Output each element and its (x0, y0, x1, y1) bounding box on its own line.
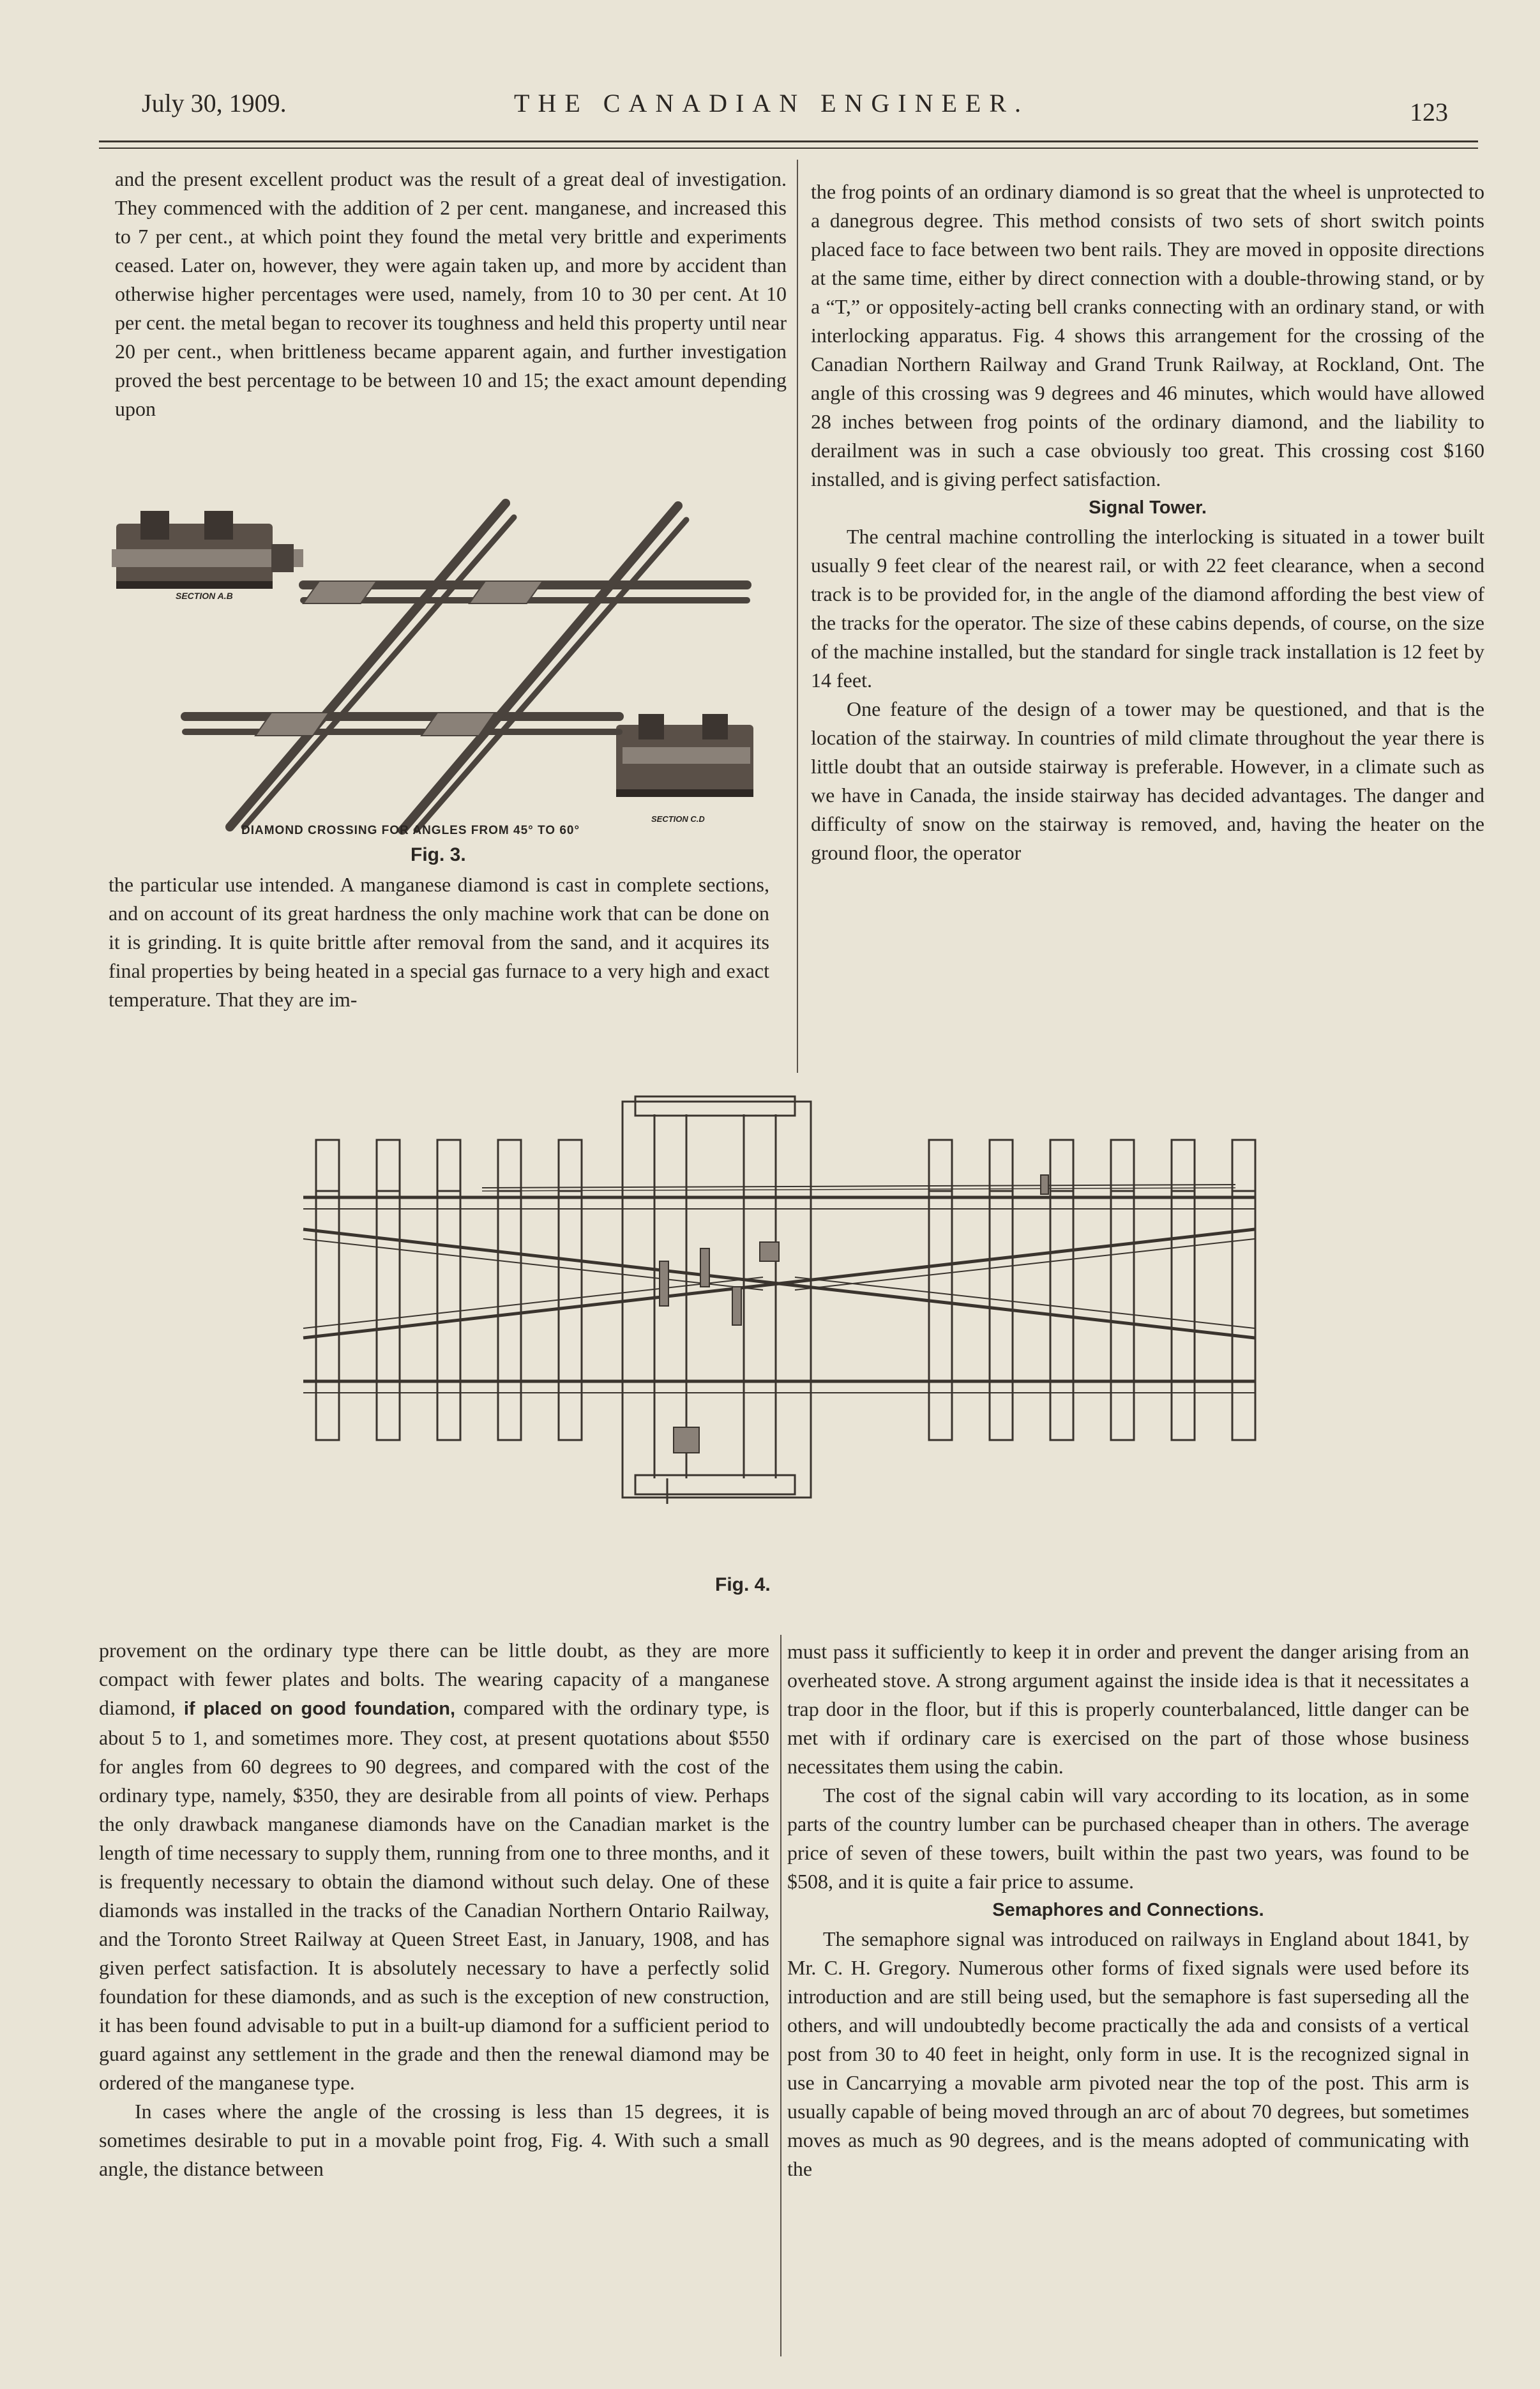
tie (1050, 1140, 1073, 1191)
tie (559, 1140, 582, 1191)
interlocking-frame (623, 1096, 811, 1504)
tie (559, 1191, 582, 1440)
paragraph: the frog points of an ordinary diamond is so great that the wheel is unprotected to a danegrous degree. This method consists of two sets of short switch points placed face to face between two bent rails. They are moved in opposite directions at the same time, either by direct connection with a double-throwing stand, or by a “T,” or oppositely-acting bell cranks connecting with an ordinary stand, or with interlocking apparatus. Fig. 4 shows this arrangement for the crossing of the Canadian Northern Railway and Grand Trunk Railway, at Rockland, Ont. The angle of this crossing was 9 degrees and 46 minutes, which would have allowed 28 inches between frog points of the ordinary diamond, and the liability to derailment was in such a case obviously too great. This crossing cost $160 installed, and is giving perfect satisfaction. (811, 180, 1484, 490)
figure-4-label: Fig. 4. (715, 1574, 771, 1595)
paragraph: In cases where the angle of the crossing is less than 15 degrees, it is sometimes desirable to put in a movable point frog, Fig. 4. With such a small angle, the distance between (99, 2100, 769, 2180)
column-2-top-text (811, 178, 1484, 867)
paragraph: The cost of the signal cabin will vary according to its location, as in some parts of the country lumber can be purchased cheaper than in others. The average price of seven of these towers, built within the past two years, was found to be $508, and it is quite a fair price to assume. (787, 1784, 1469, 1893)
tie (316, 1140, 339, 1191)
tie (1111, 1140, 1134, 1191)
tie (377, 1140, 400, 1191)
paragraph: must pass it sufficiently to keep it in order and prevent the danger arising from an overheated stove. A strong argument against the inside idea is that it necessitates a trap door in the floor, but if this is properly counterbalanced, little danger can be met with if ordinary care is exercised on the part of those whose business necessitates them using the cabin. (787, 1640, 1469, 1778)
paragraph (99, 1636, 769, 2097)
figure-4-movable-point-frog (291, 1095, 1267, 1507)
tie (498, 1140, 521, 1191)
header-rule-thick (99, 140, 1478, 142)
figure-3-label: Fig. 3. (411, 844, 466, 865)
paragraph: the particular use intended. A manganese diamond is cast in complete sections, and on account of its great hardness the only machine work that can be done on it is grinding. It is quite brittle after removal from the sand, and it acquires its final properties by being heated in a special gas furnace to a very high and exact temperature. That they are im- (109, 873, 769, 1011)
tie (377, 1191, 400, 1440)
column-2-bottom-text (787, 1637, 1469, 2183)
tie (316, 1191, 339, 1440)
section-heading-signal-tower: Signal Tower. (1089, 497, 1207, 518)
paragraph: The semaphore signal was introduced on railways in England about 1841, by Mr. C. H. Gregory. Numerous other forms of fixed signals were used before its introduction and are still being used, but the semaphore is fast superseding all the others, and will undoubtedly become practically the ada and consists of a vertical post from 30 to 40 feet in height, only form in use. It is the recognized signal in use in Cancarrying a movable arm pivoted near the top of the post. This arm is usually capable of being moved through an arc of about 70 degrees, but sometimes moves as much as 90 degrees, and is the means adopted of communicating with the (787, 1927, 1469, 2180)
tie (1172, 1140, 1195, 1191)
header-date: July 30, 1909. (142, 89, 287, 118)
figure-3-diamond-crossing (109, 492, 766, 862)
header-rule-thin (99, 148, 1478, 149)
section-cd-drawing (616, 714, 753, 797)
tie (437, 1140, 460, 1191)
tie (990, 1191, 1013, 1440)
column-divider-top (797, 160, 798, 1073)
paragraph: and the present excellent product was the result of a great deal of investigation. They commenced with the addition of 2 per cent. manganese, and increased this to 7 per cent., at which point they found the metal very brittle and experiments ceased. Later on, however, they were again taken up, and more by accident than otherwise higher percentages were used, namely, from 10 to 30 per cent. At 10 per cent. the metal began to recover its toughness and held this property until near 20 per cent., when brittleness became apparent again, and further investigation proved the best percentage to be between 10 and 15; the exact amount depending upon (115, 167, 787, 420)
paragraph: One feature of the design of a tower may be questioned, and that is the location of the stairway. In countries of mild climate throughout the year there is little doubt that an outside stairway is preferable. However, in a climate such as we have in Canada, the inside stairway has decided advantages. The danger and difficulty of snow on the stairway is removed, and, having the heater on the ground floor, the operator (811, 697, 1484, 864)
text-run: provement on the ordinary type there can be little doubt, as they are more compact with fewer plates and bolts. The wearing capacity of a manganese diamond, (99, 1639, 769, 1719)
tie (1232, 1140, 1255, 1191)
header-page-number: 123 (1410, 98, 1448, 126)
section-ab-label: SECTION A.B (176, 591, 233, 601)
tie (990, 1140, 1013, 1191)
tie (437, 1191, 460, 1440)
tie (1111, 1191, 1134, 1440)
figure-3-caption: DIAMOND CROSSING FOR ANGLES FROM 45° TO 60° (241, 824, 580, 837)
column-divider-bottom (780, 1635, 781, 2356)
text-run: compared with the ordinary type, is about 5 to 1, and sometimes more. They cost, at present quotations about $550 for angles from 60 degrees to 90 degrees, and compared with the cost of the ordinary type, namely, $350, they are desirable from all points of view. Perhaps the only drawback manganese diamonds have on the Canadian market is the length of time necessary to supply them, running from one to three months, and it is frequently necessary to obtain the diamond without such delay. One of these diamonds was installed in the tracks of the Canadian Northern Ontario Railway, and the Toronto Street Railway at Queen Street East, in January, 1908, and has given perfect satisfaction. It is absolutely necessary to have a perfectly solid foundation for these diamonds, and as such is the exception of new construction, it has been found advisable to put in a built-up diamond for a sufficient period to guard against any settlement in the grade and then the renewal diamond may be ordered of the manganese type. (99, 1696, 769, 2094)
paragraph: The central machine controlling the interlocking is situated in a tower built usually 9 feet clear of the nearest rail, or with 22 feet clearance, when a second track is to be provided for, in the angle of the diamond affording the best view of the tracks for the operator. The size of these cabins depends, of course, on the size of the machine installed, but the standard for single track installation is 12 feet by 14 feet. (811, 525, 1484, 692)
tie (1172, 1191, 1195, 1440)
section-ab-drawing (112, 511, 303, 589)
column-1-after-figure-text (109, 870, 769, 1014)
tie (929, 1140, 952, 1191)
column-1-top-text (115, 165, 787, 423)
emphasis-text: if placed on good foundation, (183, 1699, 456, 1719)
column-1-bottom-text (99, 1636, 769, 2183)
header-title: THE CANADIAN ENGINEER. (514, 89, 1030, 118)
section-cd-label: SECTION C.D (651, 814, 705, 824)
tie (929, 1191, 952, 1440)
section-heading-semaphores: Semaphores and Connections. (992, 1900, 1264, 1920)
